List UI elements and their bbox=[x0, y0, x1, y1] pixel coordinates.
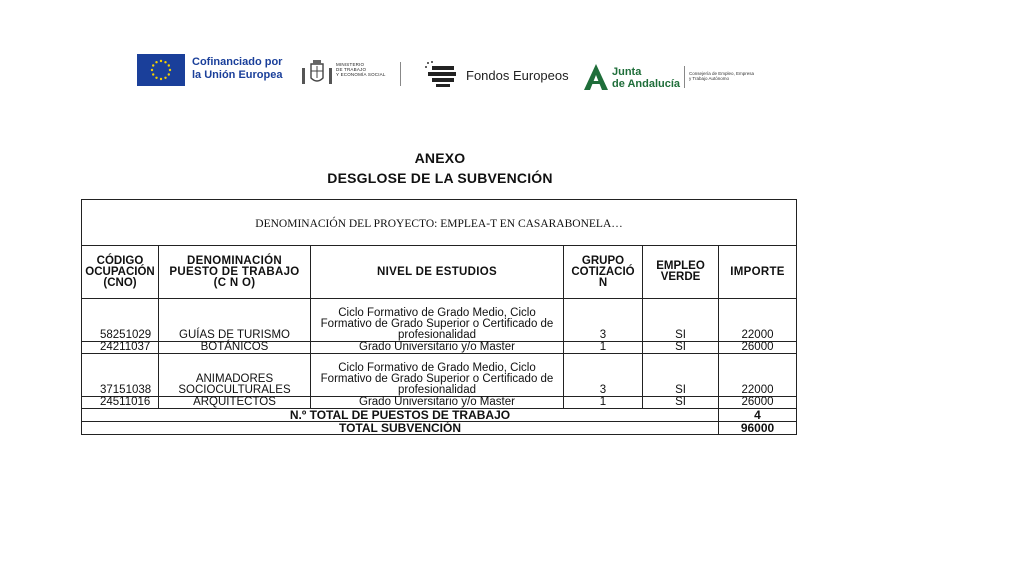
cell-grupo: 1 bbox=[564, 397, 643, 409]
cell-code: 37151038 bbox=[82, 354, 159, 397]
cell-puesto: GUÍAS DE TURISMO bbox=[159, 299, 311, 342]
total-subvencion-label: TOTAL SUBVENCIÓN bbox=[82, 422, 719, 435]
total-subvencion-value: 96000 bbox=[719, 422, 797, 435]
header-denominacion bbox=[159, 246, 311, 299]
cell-puesto-line: SOCIOCULTURALES bbox=[178, 384, 291, 396]
cell-nivel-line: Formativo de Grado Superior o Certificado de bbox=[320, 318, 554, 330]
ministry-line-2: DE TRABAJO bbox=[336, 67, 367, 72]
consejeria-line-2: y Trabajo Autónomo bbox=[689, 76, 730, 81]
total-puestos-value: 4 bbox=[719, 409, 797, 422]
junta-line-2: de Andalucía bbox=[612, 78, 681, 90]
header-empleo-verde bbox=[643, 246, 719, 299]
header-empleo-line: EMPLEO bbox=[656, 260, 705, 272]
table-row bbox=[82, 299, 797, 342]
junta-line-1: Junta bbox=[612, 66, 642, 78]
consejeria-text bbox=[689, 71, 754, 81]
cell-grupo: 1 bbox=[564, 342, 643, 354]
logo-separator bbox=[400, 62, 401, 86]
cell-nivel-line: Ciclo Formativo de Grado Medio, Ciclo bbox=[338, 362, 536, 374]
cell-importe: 22000 bbox=[719, 354, 797, 397]
cell-code: 58251029 bbox=[82, 299, 159, 342]
cell-verde: SI bbox=[643, 354, 719, 397]
cell-puesto bbox=[159, 354, 311, 397]
header-denominacion-line: (C N O) bbox=[213, 276, 256, 289]
cell-importe: 26000 bbox=[719, 397, 797, 409]
eu-logo-text bbox=[192, 56, 282, 82]
cell-nivel-line: profesionalidad bbox=[397, 329, 476, 341]
cell-code: 24511016 bbox=[82, 397, 159, 409]
header-nivel: NIVEL DE ESTUDIOS bbox=[311, 246, 564, 299]
table-row bbox=[82, 342, 797, 354]
total-subvencion-row bbox=[82, 422, 797, 435]
junta-andalucia-icon bbox=[583, 63, 609, 91]
header-codigo bbox=[82, 246, 159, 299]
project-row bbox=[82, 200, 797, 246]
cell-puesto-line: ANIMADORES bbox=[195, 373, 274, 385]
cell-nivel bbox=[311, 354, 564, 397]
header-row bbox=[82, 246, 797, 299]
total-puestos-row bbox=[82, 409, 797, 422]
logo-strip bbox=[0, 0, 1011, 100]
document-subtitle: DESGLOSE DE LA SUBVENCIÓN bbox=[327, 170, 553, 186]
cell-nivel-line: Formativo de Grado Superior o Certificado de bbox=[320, 373, 554, 385]
header-codigo-line: OCUPACIÓN bbox=[85, 265, 155, 278]
consejeria-line-1: Consejería de Empleo, Empresa bbox=[689, 71, 755, 76]
ministry-line-1: MINISTERIO bbox=[336, 62, 365, 67]
fondos-europeos-icon bbox=[424, 60, 458, 88]
cell-nivel bbox=[311, 299, 564, 342]
header-importe: IMPORTE bbox=[719, 246, 797, 299]
eu-stars-icon bbox=[137, 54, 185, 86]
header-denominacion-line: DENOMINACIÓN bbox=[187, 254, 282, 267]
logo-separator bbox=[684, 66, 685, 88]
cell-puesto: ARQUITECTOS bbox=[159, 397, 311, 409]
junta-andalucia-text bbox=[612, 66, 680, 90]
cell-importe: 26000 bbox=[719, 342, 797, 354]
header-grupo bbox=[564, 246, 643, 299]
header-empleo-line: VERDE bbox=[660, 271, 701, 283]
cell-grupo: 3 bbox=[564, 354, 643, 397]
cell-nivel: Grado Universitario y/o Master bbox=[311, 397, 564, 409]
total-puestos-label: N.º TOTAL DE PUESTOS DE TRABAJO bbox=[82, 409, 719, 422]
cell-nivel: Grado Universitario y/o Master bbox=[311, 342, 564, 354]
cell-verde: SI bbox=[643, 299, 719, 342]
table-row bbox=[82, 397, 797, 409]
header-denominacion-line: PUESTO DE TRABAJO bbox=[169, 265, 300, 278]
subsidy-table bbox=[81, 199, 797, 435]
eu-line-1: Cofinanciado por bbox=[192, 56, 283, 68]
spain-crest-icon bbox=[300, 58, 334, 88]
cell-grupo: 3 bbox=[564, 299, 643, 342]
header-codigo-line: CÓDIGO bbox=[96, 254, 144, 267]
header-grupo-line: GRUPO bbox=[581, 254, 625, 267]
cell-code: 24211037 bbox=[82, 342, 159, 354]
cell-nivel-line: profesionalidad bbox=[397, 384, 476, 396]
ministry-line-3: Y ECONOMÍA SOCIAL bbox=[336, 72, 386, 77]
eu-line-2: la Unión Europea bbox=[192, 69, 283, 81]
cell-puesto: BOTÁNICOS bbox=[159, 342, 311, 354]
document-title: ANEXO bbox=[414, 150, 466, 166]
cell-verde: SI bbox=[643, 397, 719, 409]
header-grupo-line: N bbox=[598, 276, 608, 289]
eu-flag-logo bbox=[137, 54, 185, 86]
cell-verde: SI bbox=[643, 342, 719, 354]
header-grupo-line: COTIZACIÓ bbox=[571, 265, 635, 278]
header-codigo-line: (CNO) bbox=[103, 276, 137, 289]
cell-importe: 22000 bbox=[719, 299, 797, 342]
fondos-europeos-text: Fondos Europeos bbox=[466, 68, 569, 83]
project-name: DENOMINACIÓN DEL PROYECTO: EMPLEA-T EN CASARABONELA… bbox=[82, 200, 797, 246]
table-row bbox=[82, 354, 797, 397]
ministry-logo-text bbox=[336, 62, 386, 77]
cell-nivel-line: Ciclo Formativo de Grado Medio, Ciclo bbox=[338, 307, 536, 319]
